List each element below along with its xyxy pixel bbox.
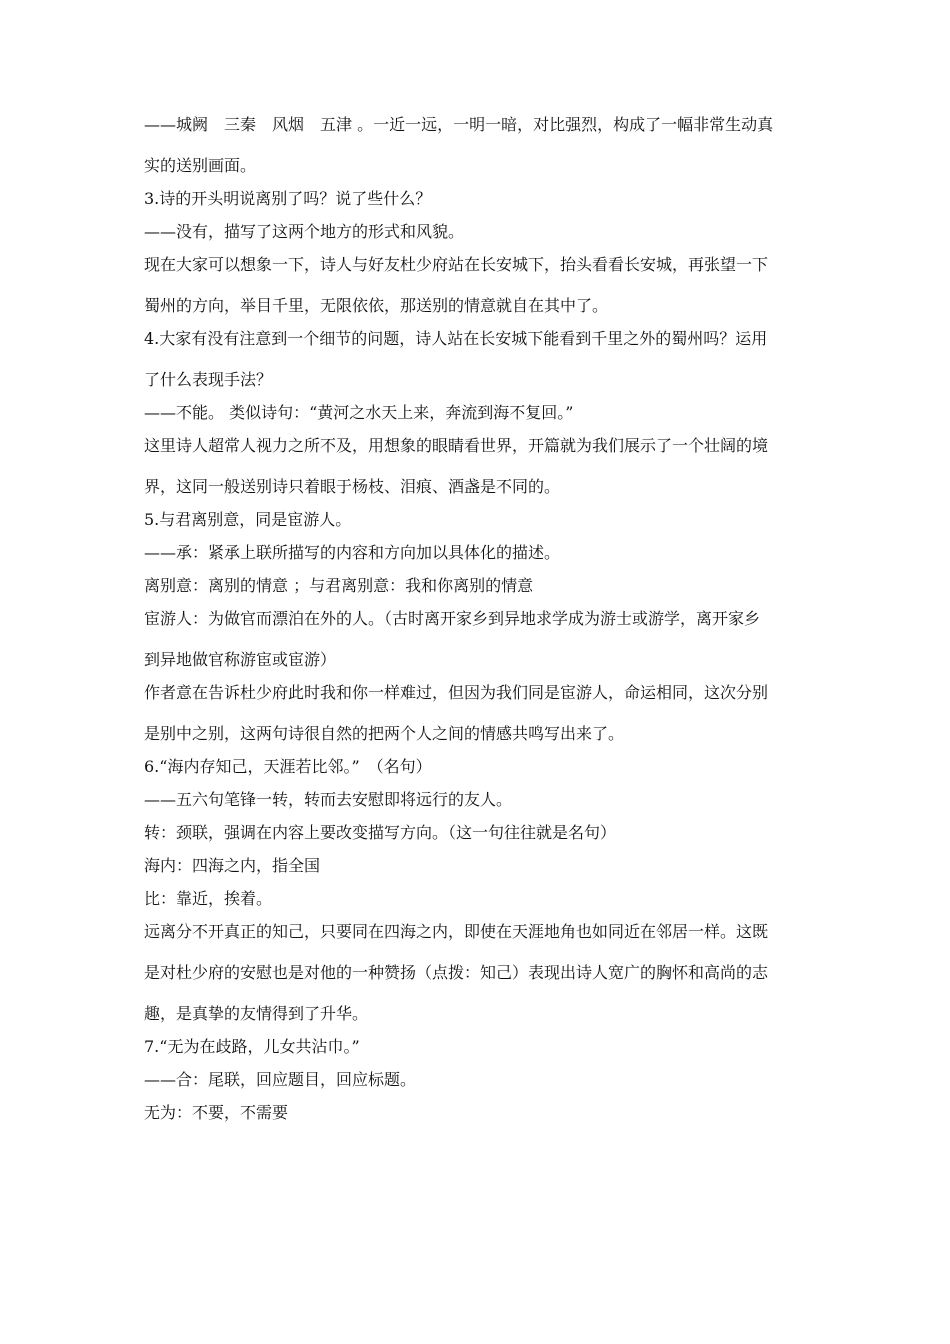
- text-line: 远离分不开真正的知己，只要同在四海之内，即使在天涯地角也如同近在邻居一样。这既: [144, 922, 769, 941]
- definition-line: 到异地做官称游宦或宦游）: [144, 650, 337, 669]
- text-line: ——城阙 三秦 风烟 五津 。一近一远，一明一暗，对比强烈，构成了一幅非常生动真: [144, 115, 774, 134]
- question-heading: 7.“无为在歧路，儿女共沾巾。”: [144, 1037, 360, 1056]
- text-line: 是别中之别，这两句诗很自然的把两个人之间的情感共鸣写出来了。: [144, 724, 625, 743]
- definition-line: 海内：四海之内，指全国: [144, 856, 321, 875]
- definition-line: 比：靠近，挨着。: [144, 889, 273, 908]
- definition-line: 转：颈联，强调在内容上要改变描写方向。（这一句往往就是名句）: [144, 823, 617, 842]
- definition-line: 离别意：离别的情意 ；与君离别意：我和你离别的情意: [144, 576, 534, 595]
- text-line: 现在大家可以想象一下，诗人与好友杜少府站在长安城下，抬头看看长安城，再张望一下: [144, 255, 769, 274]
- answer-line: ——五六句笔锋一转，转而去安慰即将远行的友人。: [144, 790, 513, 809]
- answer-line: ——没有，描写了这两个地方的形式和风貌。: [144, 222, 465, 241]
- definition-line: 无为：不要，不需要: [144, 1103, 289, 1122]
- text-line: 这里诗人超常人视力之所不及，用想象的眼睛看世界，开篇就为我们展示了一个壮阔的境: [144, 436, 769, 455]
- document-body: [144, 114, 806, 1124]
- text-line: 趣，是真挚的友情得到了升华。: [144, 1004, 369, 1023]
- question-heading: 3.诗的开头明说离别了吗？说了些什么？: [144, 189, 432, 208]
- text-line: 实的送别画面。: [144, 156, 257, 175]
- text-line: 是对杜少府的安慰也是对他的一种赞扬（点拨：知己）表现出诗人宽广的胸怀和高尚的志: [144, 963, 769, 982]
- text-line: 作者意在告诉杜少府此时我和你一样难过，但因为我们同是宦游人，命运相同，这次分别: [144, 683, 769, 702]
- text-line: 蜀州的方向，举目千里，无限依依，那送别的情意就自在其中了。: [144, 296, 609, 315]
- answer-line: ——不能。 类似诗句：“黄河之水天上来，奔流到海不复回。”: [144, 403, 574, 422]
- definition-line: 宦游人：为做官而漂泊在外的人。（古时离开家乡到异地求学成为游士或游学，离开家乡: [144, 609, 761, 628]
- question-heading: 了什么表现手法？: [144, 370, 273, 389]
- answer-line: ——承：紧承上联所描写的内容和方向加以具体化的描述。: [144, 543, 561, 562]
- question-heading: 4.大家有没有注意到一个细节的问题，诗人站在长安城下能看到千里之外的蜀州吗？运用: [144, 329, 768, 348]
- question-heading: 6.“海内存知己，天涯若比邻。” （名句）: [144, 757, 432, 776]
- answer-line: ——合：尾联，回应题目，回应标题。: [144, 1070, 417, 1089]
- question-heading: 5.与君离别意，同是宦游人。: [144, 510, 352, 529]
- text-line: 界，这同一般送别诗只着眼于杨枝、泪痕、酒盏是不同的。: [144, 477, 561, 496]
